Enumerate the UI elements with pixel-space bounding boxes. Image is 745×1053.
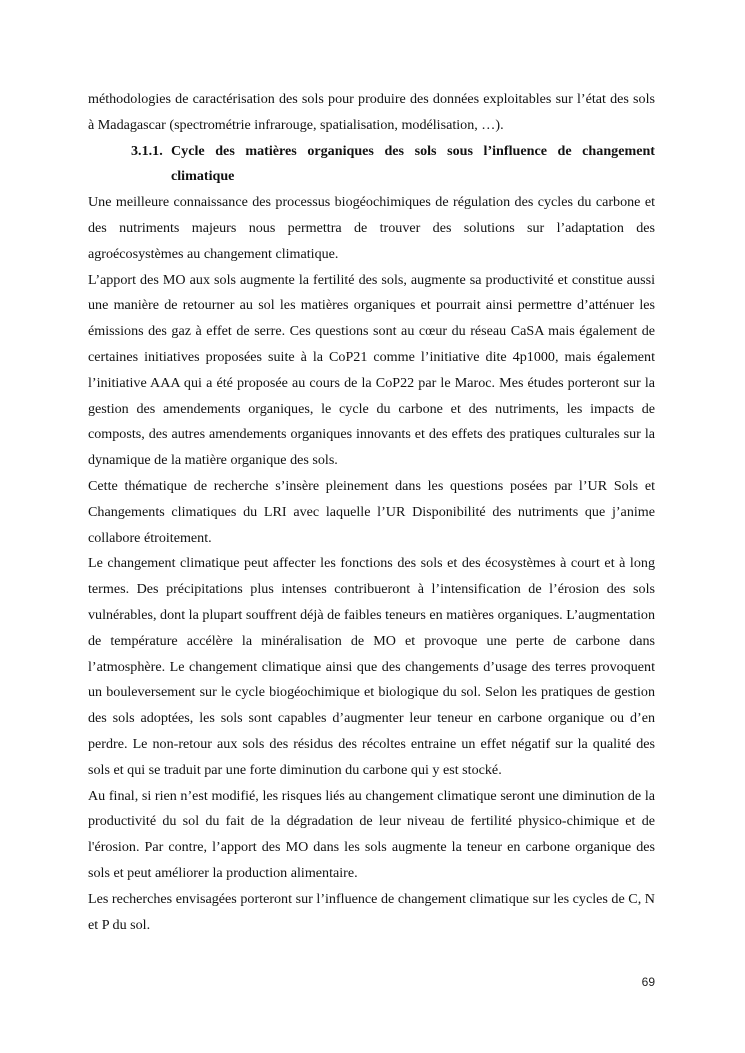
paragraph: Le changement climatique peut affecter les fonctions des sols et des écosystèmes à court et à long termes. Des précipitations plus intenses contribueront à l’intensification de l’érosion des sols vulnérables, dont la plupart souffrent déjà de faibles teneurs en matières organiques. L’augmentation de température accélère la minéralisation de MO et provoque une perte de carbone dans l’atmosphère. Le changement climatique ainsi que des changements d’usage des terres provoquent un bouleversement sur le cycle biogéochimique et biologique du sol. Selon les pratiques de gestion des sols adoptées, les sols sont capables d’augmenter leur teneur en carbone organique ou d’en perdre. Le non-retour aux sols des résidus des récoltes entraine un effet négatif sur la qualité des sols et qui se traduit par une forte diminution du carbone qui y est stocké. — [88, 555, 655, 778]
paragraph: L’apport des MO aux sols augmente la fertilité des sols, augmente sa productivité et constitue aussi une manière de retourner au sol les matières organiques et pourrait ainsi permettre d’atténuer les émissions des gaz à effet de serre. Ces questions sont au cœur du réseau CaSA mais également de certaines initiatives proposées suite à la CoP21 comme l’initiative dite 4p1000, mais également l’initiative AAA qui a été proposée au cours de la CoP22 par le Maroc. Mes études porteront sur la gestion des amendements organiques, le cycle du carbone et des nutriments, les impacts de composts, des autres amendements organiques innovants et des effets des pratiques culturales sur la dynamique de la matière organique des sols. — [88, 271, 655, 469]
section-title: Cycle des matières organiques des sols sous l’influence de changement climatique — [171, 142, 655, 185]
paragraph: Au final, si rien n’est modifié, les risques liés au changement climatique seront une diminution de la productivité du sol du fait de la dégradation de leur niveau de fertilité physico-chimique et de l'érosion. Par contre, l’apport des MO dans les sols augmente la teneur en carbone organique des sols et peut améliorer la production alimentaire. — [88, 787, 655, 881]
paragraph: Cette thématique de recherche s’insère pleinement dans les questions posées par l’UR Sols et Changements climatiques du LRI avec laquelle l’UR Disponibilité des nutriments que j’anime collabore étroitement. — [88, 477, 655, 546]
paragraph: Une meilleure connaissance des processus biogéochimiques de régulation des cycles du carbone et des nutriments majeurs nous permettra de trouver des solutions sur l’adaptation des agroécosystèmes au changement climatique. — [88, 194, 655, 262]
paragraph-intro-continued: méthodologies de caractérisation des sols pour produire des données exploitables sur l’état des sols à Madagascar (spectrométrie infrarouge, spatialisation, modélisation, …). — [88, 91, 655, 133]
body-text — [88, 87, 655, 938]
section-heading — [88, 139, 655, 191]
paragraph: Les recherches envisagées porteront sur l’influence de changement climatique sur les cycles de C, N et P du sol. — [88, 890, 655, 933]
section-number: 3.1.1. — [131, 142, 163, 159]
page-number: 69 — [641, 975, 655, 989]
